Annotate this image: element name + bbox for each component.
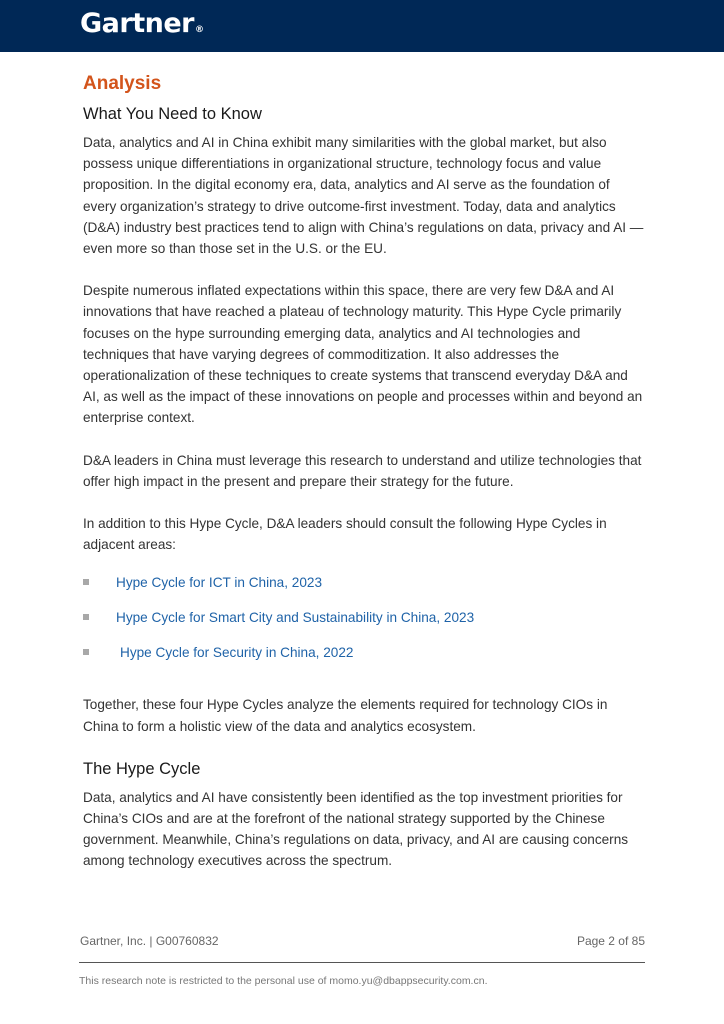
paragraph-1: Data, analytics and AI in China exhibit many similarities with the global market, but also possess unique differentiations in organizational structure, technology focus and value proposition. In the digital economy era, data, analytics and AI serve as the foundation of every organization’s strategy to drive outcome-first investment. Today, data and analytics (D&A) industry best practices tend to align with China’s regulations on data, privacy and AI — even more so than those set in the U.S. or the EU. <box>83 135 644 257</box>
list-item <box>83 607 645 642</box>
paragraph-4: In addition to this Hype Cycle, D&A leaders should consult the following Hype Cycles in adjacent areas: <box>83 516 607 553</box>
list-item <box>83 642 645 677</box>
footer-page-number: Page 2 of 85 <box>576 934 645 948</box>
paragraph-2: Despite numerous inflated expectations within this space, there are very few D&A and AI innovations that have reached a plateau of technology maturity. This Hype Cycle primarily focuses on the hype surrounding emerging data, analytics and AI technologies and techniques that have varying degrees of commoditization. It also addresses the operationalization of these techniques to create systems that transcend everyday D&A and AI, as well as the impact of these innovations on people and processes within and beyond an enterprise context. <box>83 283 643 426</box>
paragraph-closing: Together, these four Hype Cycles analyze the elements required for technology CIOs in China to form a holistic view of the data and analytics ecosystem. <box>83 697 608 734</box>
footer-usage-note: This research note is restricted to the personal use of momo.yu@dbappsecurity.com.cn. <box>79 975 488 987</box>
link-hype-cycle-smart-city-china[interactable]: Hype Cycle for Smart City and Sustainability in China, 2023 <box>116 610 475 626</box>
document-body <box>83 72 645 893</box>
footer-divider <box>79 962 645 963</box>
footer-document-id: Gartner, Inc. | G00760832 <box>80 934 219 948</box>
subheading-the-hype-cycle: The Hype Cycle <box>83 759 201 778</box>
paragraph-hype-cycle: Data, analytics and AI have consistently been identified as the top investment priorities for China’s CIOs and are at the forefront of the national strategy supported by the Chinese government. Meanwhile, China’s regulations on data, privacy, and AI are causing concerns among technology executives across the spectrum. <box>83 789 629 869</box>
list-item <box>83 572 645 607</box>
square-bullet-icon <box>83 649 89 655</box>
header-bar <box>0 0 724 52</box>
logo-text: Gartner <box>80 8 194 39</box>
section-title: Analysis <box>83 73 162 94</box>
link-hype-cycle-security-china[interactable]: Hype Cycle for Security in China, 2022 <box>120 645 354 661</box>
gartner-logo <box>80 8 203 39</box>
square-bullet-icon <box>83 614 89 620</box>
link-hype-cycle-ict-china[interactable]: Hype Cycle for ICT in China, 2023 <box>116 575 323 591</box>
square-bullet-icon <box>83 579 89 585</box>
registered-mark: ® <box>194 25 204 35</box>
paragraph-3: D&A leaders in China must leverage this research to understand and utilize technologies that offer high impact in the present and prepare their strategy for the future. <box>83 452 642 489</box>
subheading-what-you-need-to-know: What You Need to Know <box>83 105 262 123</box>
related-hype-cycles-list <box>83 572 645 677</box>
